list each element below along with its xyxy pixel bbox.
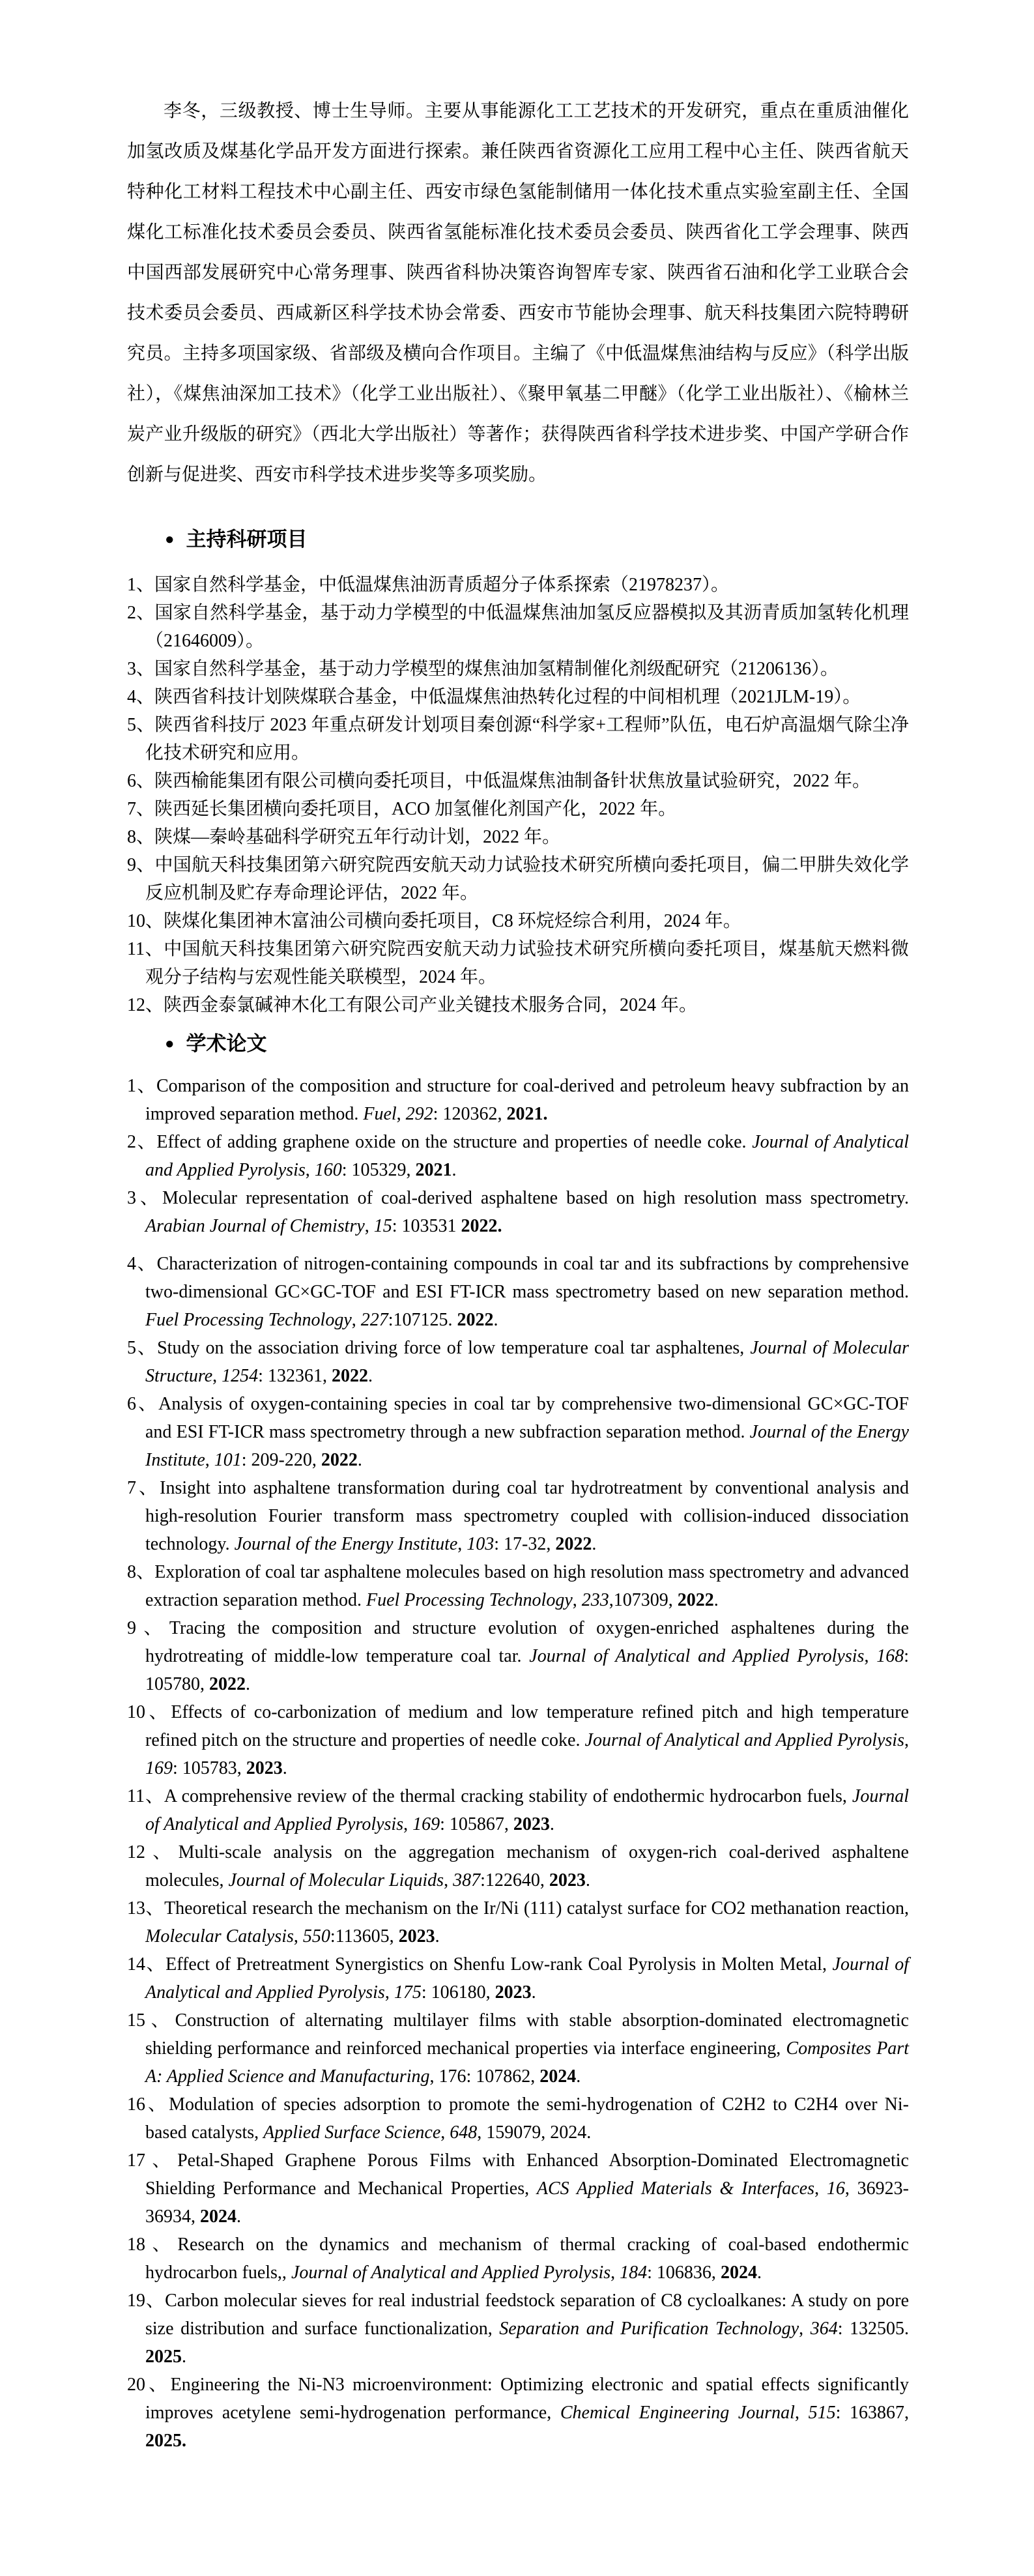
text-segment: 2024 xyxy=(200,2207,237,2227)
text-segment: 2021 xyxy=(415,1160,452,1180)
text-segment: 2023 xyxy=(398,1926,435,1946)
text-segment: 陕西延长集团横向委托项目，ACO 加氢催化剂国产化，2022 年。 xyxy=(154,799,677,819)
text-segment: 160 xyxy=(314,1160,342,1180)
item-number: 2、 xyxy=(127,1132,157,1152)
text-segment: , xyxy=(904,1730,909,1750)
text-segment: , 36923-36934, xyxy=(145,2178,909,2227)
text-segment: Composites Part A: Applied Science and Manufacturing xyxy=(145,2038,909,2087)
list-item xyxy=(127,767,909,795)
text-segment: 2022 xyxy=(677,1590,714,1610)
text-segment: : 103531 xyxy=(392,1216,461,1236)
text-segment: . xyxy=(592,1534,597,1554)
text-segment: Engineering the Ni-N3 microenvironment: Optimizing electronic and spatial effects significantly improves acetylene semi-hydrogenation performance, xyxy=(145,2375,909,2423)
list-item xyxy=(127,655,909,683)
text-segment: : 106180, xyxy=(421,1982,495,2003)
text-segment: 2024 xyxy=(539,2066,577,2087)
text-segment: 2022 xyxy=(457,1310,494,1330)
item-number: 13、 xyxy=(127,1898,165,1918)
text-segment: Theoretical research the mechanism on the Ir/Ni (111) catalyst surface for CO2 methanation reaction, xyxy=(164,1898,909,1918)
text-segment: 550 xyxy=(302,1926,330,1946)
list-item xyxy=(127,1184,909,1240)
list-item xyxy=(127,1390,909,1474)
bio-paragraph: 李冬，三级教授、博士生导师。主要从事能源化工工艺技术的开发研究，重点在重质油催化加氢改质及煤基化学品开发方面进行探索。兼任陕西省资源化工应用工程中心主任、陕西省航天特种化工材料工程技术中心副主任、西安市绿色氢能制储用一体化技术重点实验室副主任、全国煤化工标准化技术委员会委员、陕西省氢能标准化技术委员会委员、陕西省化工学会理事、陕西中国西部发展研究中心常务理事、陕西省科协决策咨询智库专家、陕西省石油和化学工业联合会技术委员会委员、西咸新区科学技术协会常委、西安市节能协会理事、航天科技集团六院特聘研究员。主持多项国家级、省部级及横向合作项目。主编了《中低温煤焦油结构与反应》（科学出版社），《煤焦油深加工技术》（化学工业出版社）、《聚甲氧基二甲醚》（化学工业出版社）、《榆林兰炭产业升级版的研究》（西北大学出版社）等著作；获得陕西省科学技术进步奖、中国产学研合作创新与促进奖、西安市科学技术进步奖等多项奖励。 xyxy=(127,101,909,485)
text-segment: . xyxy=(549,1814,554,1834)
text-segment: 101 xyxy=(214,1450,242,1470)
text-segment: 2025 xyxy=(145,2347,182,2367)
item-number: 6、 xyxy=(127,771,155,791)
item-number: 11、 xyxy=(127,939,164,959)
text-segment: : 105780, xyxy=(145,1646,910,1694)
list-item xyxy=(127,2091,909,2147)
text-segment: Journal of the Energy Institute xyxy=(145,1422,910,1470)
text-segment: 515 xyxy=(808,2403,836,2423)
text-segment: :122640, xyxy=(480,1870,549,1890)
text-segment: : 132505. xyxy=(837,2319,909,2339)
bullet-icon: ● xyxy=(165,530,175,548)
text-segment: Characterization of nitrogen-containing compounds in coal tar and its subfractions by comprehensive two-dimensional GC×GC-TOF and ESI FT-ICR mass spectrometry based on new separation method. xyxy=(145,1254,909,1302)
text-segment: 175 xyxy=(394,1982,422,2003)
text-segment: Multi-scale analysis on the aggregation mechanism of oxygen-rich coal-derived asphaltene molecules, xyxy=(145,1842,909,1890)
text-segment: 233 xyxy=(581,1590,609,1610)
text-segment: Applied Surface Science xyxy=(263,2122,441,2143)
text-segment: ,107309, xyxy=(609,1590,678,1610)
list-item xyxy=(127,1474,909,1558)
text-segment: : 105867, xyxy=(440,1814,513,1834)
text-segment: 国家自然科学基金，基于动力学模型的煤焦油加氢精制催化剂级配研究（21206136）。 xyxy=(154,659,839,679)
text-segment: 169 xyxy=(145,1758,173,1778)
list-item xyxy=(127,1838,909,1894)
text-segment: 1254 xyxy=(222,1366,259,1386)
text-segment: , xyxy=(794,2403,809,2423)
item-number: 9、 xyxy=(127,1618,169,1638)
item-number: 2、 xyxy=(127,603,155,623)
text-segment: 2025. xyxy=(145,2431,186,2451)
item-number: 4、 xyxy=(127,687,155,707)
text-segment: ACS Applied Materials & Interfaces xyxy=(536,2178,815,2199)
text-segment: Modulation of species adsorption to promote the semi-hydrogenation of C2H2 to C2H4 over Ni-based catalysts, xyxy=(145,2094,909,2143)
text-segment: . xyxy=(357,1450,362,1470)
item-number: 1、 xyxy=(127,1076,156,1096)
text-segment: 2024 xyxy=(720,2263,757,2283)
text-segment: Journal of Analytical and Applied Pyrolysis xyxy=(291,2263,611,2283)
text-segment: 364 xyxy=(810,2319,838,2339)
list-item xyxy=(127,991,909,1019)
text-segment: , 159079, 2024. xyxy=(477,2122,592,2143)
list-item xyxy=(127,795,909,823)
list-item xyxy=(127,935,909,991)
text-segment: 2022 xyxy=(321,1450,358,1470)
text-segment: . xyxy=(756,2263,762,2283)
list-item xyxy=(127,599,909,655)
text-segment: , xyxy=(864,1646,877,1666)
projects-list xyxy=(127,571,909,1019)
text-segment: , xyxy=(384,1982,394,2003)
list-item xyxy=(127,2147,909,2231)
text-segment: 国家自然科学基金，基于动力学模型的中低温煤焦油加氢反应器模拟及其沥青质加氢转化机理（21646009）。 xyxy=(145,603,909,651)
item-number: 6、 xyxy=(127,1394,159,1414)
section-heading-papers xyxy=(127,1029,909,1059)
text-segment: 16 xyxy=(826,2178,845,2199)
text-segment: 227 xyxy=(360,1310,388,1330)
list-item xyxy=(127,1558,909,1614)
list-item xyxy=(127,683,909,711)
list-item xyxy=(127,1950,909,2006)
item-number: 7、 xyxy=(127,799,155,819)
item-number: 8、 xyxy=(127,827,155,847)
text-segment: , xyxy=(305,1160,315,1180)
item-number: 14、 xyxy=(127,1954,166,1975)
text-segment: 国家自然科学基金，中低温煤焦油沥青质超分子体系探索（21978237）。 xyxy=(154,575,730,595)
list-item xyxy=(127,2006,909,2091)
text-segment: 387 xyxy=(453,1870,481,1890)
text-segment: Journal of Molecular Structure xyxy=(145,1338,909,1386)
text-segment: Research on the dynamics and mechanism of thermal cracking of coal-based endothermic hydrocarbon fuels,, xyxy=(145,2235,909,2283)
text-segment: :113605, xyxy=(330,1926,399,1946)
list-item xyxy=(127,1334,909,1390)
text-segment: Journal of Analytical and Applied Pyrolysis xyxy=(145,1954,909,2003)
list-item xyxy=(127,1894,909,1950)
text-segment: 2023 xyxy=(549,1870,586,1890)
text-segment: Journal of the Energy Institute xyxy=(234,1534,458,1554)
text-segment: : 132361, xyxy=(258,1366,332,1386)
item-number: 11、 xyxy=(127,1786,164,1806)
text-segment: Molecular representation of coal-derived asphaltene based on high resolution mass spectrometry. xyxy=(162,1188,909,1208)
item-number: 18、 xyxy=(127,2235,178,2255)
item-number: 4、 xyxy=(127,1254,157,1274)
text-segment: 2022. xyxy=(461,1216,502,1236)
text-segment: : 17-32, xyxy=(494,1534,556,1554)
text-segment: 15 xyxy=(373,1216,392,1236)
text-segment: 陕煤化集团神木富油公司横向委托项目，C8 环烷烃综合利用，2024 年。 xyxy=(164,911,741,931)
text-segment: . xyxy=(182,2347,186,2367)
text-segment: . xyxy=(237,2207,241,2227)
text-segment: Journal of Molecular Liquids xyxy=(228,1870,444,1890)
item-number: 8、 xyxy=(127,1562,155,1582)
text-segment: 103 xyxy=(467,1534,495,1554)
text-segment: 陕西省科技计划陕煤联合基金，中低温煤焦油热转化过程的中间相机理（2021JLM-19）。 xyxy=(154,687,861,707)
list-item xyxy=(127,2371,909,2455)
text-segment: : 105783, xyxy=(173,1758,246,1778)
text-segment: 2022 xyxy=(331,1366,368,1386)
text-segment: . xyxy=(282,1758,287,1778)
text-segment: . xyxy=(435,1926,440,1946)
text-segment: , xyxy=(457,1534,467,1554)
text-segment: : 209-220, xyxy=(241,1450,321,1470)
text-segment: 169 xyxy=(412,1814,440,1834)
item-number: 3、 xyxy=(127,659,155,679)
list-item xyxy=(127,1072,909,1128)
text-segment: Effect of adding graphene oxide on the structure and properties of needle coke. xyxy=(156,1132,753,1152)
text-segment: : 106836, xyxy=(647,2263,721,2283)
item-number: 19、 xyxy=(127,2291,165,2311)
text-segment: Comparison of the composition and structure for coal-derived and petroleum heavy subfraction by an improved separation method. xyxy=(145,1076,909,1124)
text-segment: Journal of Analytical and Applied Pyrolysis xyxy=(529,1646,865,1666)
text-segment: 陕西省科技厅 2023 年重点研发计划项目秦创源“科学家+工程师”队伍，电石炉高温烟气除尘净化技术研究和应用。 xyxy=(145,715,909,763)
text-segment: : 105329, xyxy=(341,1160,416,1180)
text-segment: , xyxy=(440,2122,450,2143)
text-segment: Carbon molecular sieves for real industrial feedstock separation of C8 cycloalkanes: A study on pore size distribution and surface functionalization, xyxy=(145,2291,909,2339)
item-number: 16、 xyxy=(127,2094,169,2115)
text-segment: Tracing the composition and structure evolution of oxygen-enriched asphaltenes during the hydrotreating of middle-low temperature coal tar. xyxy=(145,1618,909,1666)
text-segment: 陕西金泰氯碱神木化工有限公司产业关键技术服务合同，2024 年。 xyxy=(164,995,698,1015)
text-segment: 中国航天科技集团第六研究院西安航天动力试验技术研究所横向委托项目，煤基航天燃料微观分子结构与宏观性能关联模型，2024 年。 xyxy=(145,939,909,987)
item-number: 5、 xyxy=(127,715,155,735)
text-segment: Journal of Analytical and Applied Pyrolysis xyxy=(145,1786,909,1834)
list-item xyxy=(127,2231,909,2287)
text-segment: Fuel Processing Technology xyxy=(366,1590,573,1610)
text-segment: . xyxy=(246,1674,250,1694)
list-item xyxy=(127,571,909,599)
text-segment: Insight into asphaltene transformation during coal tar hydrotreatment by conventional analysis and high-resolution Fourier transform mass spectrometry coupled with collision-induced dissociation technology. xyxy=(145,1478,909,1554)
text-segment: 中国航天科技集团第六研究院西安航天动力试验技术研究所横向委托项目，偏二甲肼失效化学反应机制及贮存寿命理论评估，2022 年。 xyxy=(145,855,909,903)
item-number: 10、 xyxy=(127,911,164,931)
item-number: 1、 xyxy=(127,575,155,595)
text-segment: Fuel xyxy=(363,1104,397,1124)
text-segment: 168 xyxy=(876,1646,904,1666)
text-segment: , xyxy=(403,1814,413,1834)
text-segment: :107125. xyxy=(388,1310,457,1330)
text-segment: , xyxy=(364,1216,374,1236)
text-segment: , xyxy=(293,1926,303,1946)
section-title-projects: 主持科研项目 xyxy=(186,528,308,551)
text-segment: Exploration of coal tar asphaltene molecules based on high resolution mass spectrometry and advanced extraction separation method. xyxy=(145,1562,909,1610)
text-segment: 184 xyxy=(620,2263,648,2283)
text-segment: 2021. xyxy=(506,1104,548,1124)
text-segment: Journal of Analytical and Applied Pyrolysis xyxy=(145,1132,909,1180)
text-segment: , xyxy=(351,1310,361,1330)
item-number: 12、 xyxy=(127,1842,179,1862)
text-segment: : 120362, xyxy=(433,1104,507,1124)
item-number: 5、 xyxy=(127,1338,158,1358)
text-segment: 648 xyxy=(450,2122,478,2143)
list-item xyxy=(127,1250,909,1334)
text-segment: 2023 xyxy=(246,1758,283,1778)
papers-list xyxy=(127,1072,909,2455)
text-segment: . xyxy=(576,2066,581,2087)
text-segment: Molecular Catalysis xyxy=(145,1926,294,1946)
text-segment: Separation and Purification Technology xyxy=(499,2319,799,2339)
list-item xyxy=(127,2287,909,2371)
list-item xyxy=(127,711,909,767)
text-segment: . xyxy=(452,1160,457,1180)
text-segment: . xyxy=(493,1310,498,1330)
section-heading-projects xyxy=(127,525,909,555)
text-segment: , xyxy=(814,2178,827,2199)
text-segment: , xyxy=(799,2319,811,2339)
item-number: 17、 xyxy=(127,2150,178,2171)
text-segment: 2022 xyxy=(555,1534,592,1554)
section-title-papers: 学术论文 xyxy=(186,1032,267,1055)
list-item xyxy=(127,1782,909,1838)
text-segment: . xyxy=(713,1590,719,1610)
item-number: 9、 xyxy=(127,855,155,875)
item-number: 15、 xyxy=(127,2010,175,2031)
text-segment: Analysis of oxygen-containing species in coal tar by comprehensive two-dimensional GC×GC-TOF and ESI FT-ICR mass spectrometry through a new subfraction separation method. xyxy=(145,1394,909,1442)
text-segment: . xyxy=(367,1366,373,1386)
text-segment: . xyxy=(531,1982,536,2003)
text-segment: , xyxy=(205,1450,214,1470)
text-segment: 陕西榆能集团有限公司横向委托项目，中低温煤焦油制备针状焦放量试验研究，2022 年。 xyxy=(154,771,871,791)
text-segment: Chemical Engineering Journal xyxy=(560,2403,795,2423)
text-segment: 292 xyxy=(405,1104,433,1124)
text-segment: Arabian Journal of Chemistry xyxy=(145,1216,365,1236)
text-segment: Petal-Shaped Graphene Porous Films with Enhanced Absorption-Dominated Electromagnetic Shielding Performance and Mechanical Properties, xyxy=(145,2150,909,2199)
text-segment: Fuel Processing Technology xyxy=(145,1310,352,1330)
item-number: 12、 xyxy=(127,995,164,1015)
text-segment: Journal of Analytical and Applied Pyrolysis xyxy=(584,1730,904,1750)
bullet-icon: ● xyxy=(165,1035,175,1052)
list-item xyxy=(127,851,909,907)
list-item xyxy=(127,1698,909,1782)
list-item xyxy=(127,907,909,935)
item-number: 7、 xyxy=(127,1478,160,1498)
item-number: 10、 xyxy=(127,1702,171,1722)
text-segment: , xyxy=(610,2263,620,2283)
text-segment: 2023 xyxy=(495,1982,532,2003)
text-segment: Study on the association driving force of low temperature coal tar asphaltenes, xyxy=(157,1338,751,1358)
text-segment: 陕煤—秦岭基础科学研究五年行动计划，2022 年。 xyxy=(154,827,561,847)
text-segment: Effects of co-carbonization of medium and low temperature refined pitch and high temperature refined pitch on the structure and properties of needle coke. xyxy=(145,1702,909,1750)
text-segment: , 176: 107862, xyxy=(429,2066,540,2087)
text-segment: , xyxy=(444,1870,453,1890)
text-segment: 2022 xyxy=(209,1674,246,1694)
text-segment: , xyxy=(396,1104,406,1124)
text-segment: . xyxy=(585,1870,590,1890)
list-item xyxy=(127,1128,909,1184)
text-segment: , xyxy=(212,1366,222,1386)
text-segment: Effect of Pretreatment Synergistics on Shenfu Low-rank Coal Pyrolysis in Molten Metal, xyxy=(165,1954,833,1975)
list-item xyxy=(127,1614,909,1698)
text-segment: , xyxy=(572,1590,582,1610)
text-segment: 2023 xyxy=(513,1814,550,1834)
text-segment: : 163867, xyxy=(835,2403,910,2423)
item-number: 3、 xyxy=(127,1188,163,1208)
item-number: 20、 xyxy=(127,2375,171,2395)
text-segment: Construction of alternating multilayer films with stable absorption-dominated electromagnetic shielding performance and reinforced mechanical properties via interface engineering, xyxy=(145,2010,909,2059)
list-item xyxy=(127,823,909,851)
text-segment: A comprehensive review of the thermal cracking stability of endothermic hydrocarbon fuels, xyxy=(164,1786,852,1806)
